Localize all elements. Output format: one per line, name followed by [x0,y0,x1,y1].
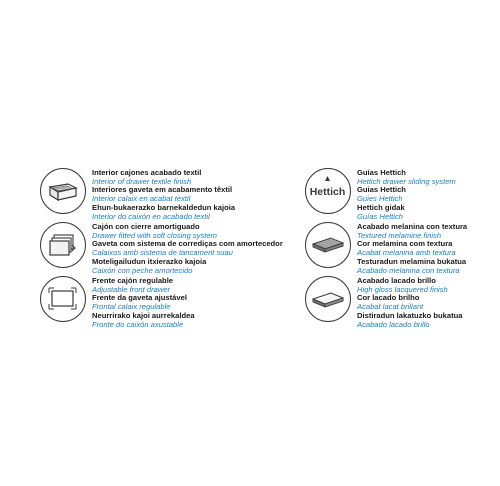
hettich-logo-text: Hettich [309,186,346,198]
feature-line: Cajón con cierre amortiguado [92,222,200,231]
feature-line: Interior do caixón en acabado textil [92,211,210,221]
lacquered-panel-icon [305,276,351,322]
feature-melamine-text [357,223,500,275]
melamine-panel-icon [305,222,351,268]
feature-line: Interior of drawer textile finish [92,176,192,186]
feature-line: High gloss lacquered finish [357,284,448,294]
feature-line: Guías Hettich [357,211,404,221]
feature-line: Ehun-bukaerazko barnekaldedun kajoia [92,202,236,212]
drawer-textile-icon [40,168,86,214]
feature-line: Acabado lacado brillo [357,319,430,329]
hettich-logo-icon [305,168,351,214]
feature-line: Frente cajón regulable [92,276,174,285]
feature-line: Neurrirako kajoi aurrekaldea [92,310,195,320]
soft-close-drawer-icon [40,222,86,268]
feature-line: Hettich gidak [357,202,405,212]
feature-line: Frontal calaix regulable [92,302,171,312]
feature-line: Interior calaix en acabat tèxtil [92,194,191,204]
feature-line: Interior cajones acabado textil [92,168,202,177]
feature-line: Calaixos amb sistema de tancament suau [92,248,233,258]
feature-lacquer-text [357,277,500,329]
adjustable-front-icon [40,276,86,322]
feature-line: Guías Hettich [357,168,406,177]
feature-line: Gaveta com sistema de corrediças com amortecedor [92,239,283,249]
feature-line: Moteligailudun itxierazko kajoia [92,256,207,266]
feature-line: Guies Hettich [357,194,403,204]
feature-textile-text [92,169,272,221]
feature-line: Acabat lacat brillant [357,302,424,312]
feature-line: Guias Hettich [357,185,406,195]
feature-line: Drawer fitted with soft closing system [92,230,217,240]
feature-line: Textured melamine finish [357,230,442,240]
feature-line: Fronte do caixón axustable [92,319,184,329]
feature-line: Hettich drawer sliding system [357,176,456,186]
feature-line: Cor lacado brilho [357,293,420,303]
feature-line: Acabado melanina con textura [357,265,460,275]
feature-line: Testuradun melamina bukatua [357,256,467,266]
feature-adjustable-front-text [92,277,272,329]
feature-soft-close-text [92,222,283,275]
feature-line: Cor melamina com textura [357,239,453,249]
feature-hettich-text [357,169,500,221]
feature-line: Acabado melanina con textura [357,222,468,231]
feature-line: Frente da gaveta ajustável [92,293,187,303]
feature-line: Acabado lacado brillo [357,276,436,285]
feature-line: Adjustable front drawer [92,284,171,294]
feature-line: Distiradun lakatuzko bukatua [357,310,463,320]
feature-line: Acabat melanina amb textura [357,248,456,258]
feature-line: Caixón con peche amortecido [92,265,193,275]
feature-line: Interiores gaveta em acabamento têxtil [92,185,233,195]
